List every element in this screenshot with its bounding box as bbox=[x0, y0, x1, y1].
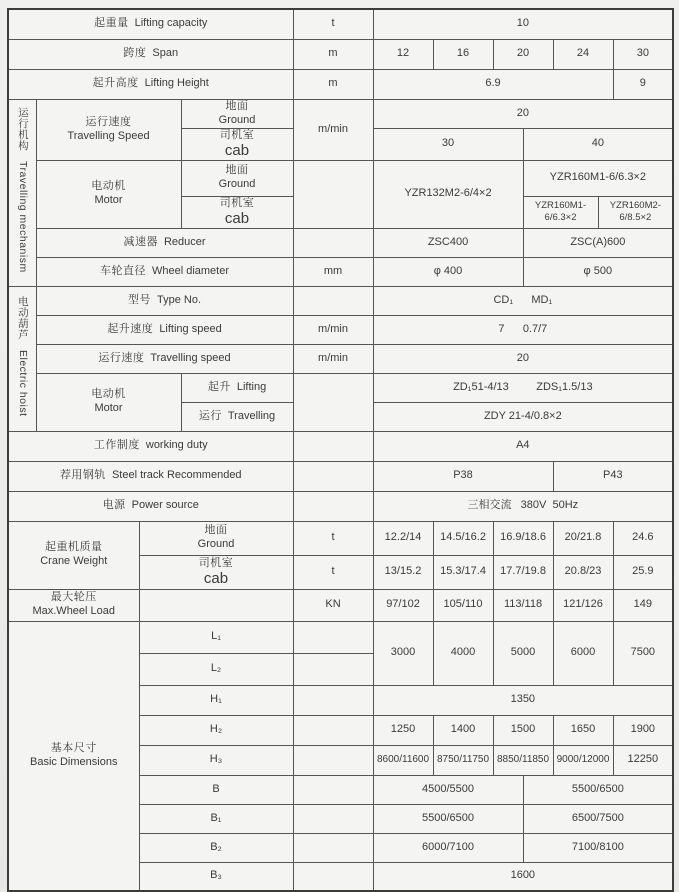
wheel-diameter-label: 车轮直径 Wheel diameter bbox=[36, 257, 293, 286]
crane-weight-unit: t bbox=[293, 555, 373, 589]
dim-sublabel-h3: H₃ bbox=[139, 745, 293, 775]
crane-weight-value: 14.5/16.2 bbox=[433, 521, 493, 555]
lifting-height-unit: m bbox=[293, 69, 373, 99]
dim-sublabel-h2: H₂ bbox=[139, 715, 293, 745]
label-en: Span bbox=[152, 47, 179, 60]
row-max-wheel-load bbox=[8, 589, 673, 621]
row-lifting-height bbox=[8, 69, 673, 99]
crane-weight-value: 13/15.2 bbox=[373, 555, 433, 589]
label-zh: 起重量 bbox=[94, 17, 129, 30]
crane-weight-value: 15.3/17.4 bbox=[433, 555, 493, 589]
hoist-travelling-speed-unit: m/min bbox=[293, 344, 373, 373]
dim-h2-value: 1900 bbox=[613, 715, 673, 745]
dim-l-value: 5000 bbox=[493, 621, 553, 685]
dim-unit-empty bbox=[293, 715, 373, 745]
section-electric-hoist bbox=[8, 286, 36, 431]
hoist-motor-label: 电动机 Motor bbox=[36, 373, 181, 431]
hoist-motor-lifting-sublabel: 起升 Lifting bbox=[181, 373, 293, 402]
dim-unit-empty bbox=[293, 775, 373, 804]
dim-unit-empty bbox=[293, 685, 373, 715]
row-power-source bbox=[8, 491, 673, 521]
dim-unit-empty bbox=[293, 833, 373, 862]
dim-sublabel-h1: H₁ bbox=[139, 685, 293, 715]
motor-value-right-bottom-left: YZR160M1-6/6.3×2 bbox=[523, 196, 598, 228]
span-value: 16 bbox=[433, 39, 493, 69]
label-en: Lifting capacity bbox=[134, 17, 208, 30]
lifting-height-value-main: 6.9 bbox=[373, 69, 613, 99]
crane-spec-table bbox=[7, 8, 674, 892]
dim-b2-right: 7100/8100 bbox=[523, 833, 673, 862]
reducer-label: 减速器 Reducer bbox=[36, 228, 293, 257]
power-source-unit-empty bbox=[293, 491, 373, 521]
motor-value-right-top: YZR160M1-6/6.3×2 bbox=[523, 160, 673, 196]
dim-h1-value: 1350 bbox=[373, 685, 673, 715]
crane-weight-value: 17.7/19.8 bbox=[493, 555, 553, 589]
cab-sublabel: 司机室 cab bbox=[181, 196, 293, 228]
ground-sublabel: 地面 Ground bbox=[139, 521, 293, 555]
power-source-label: 电源 Power source bbox=[8, 491, 293, 521]
lifting-capacity-label bbox=[8, 9, 293, 39]
motor-value-left: YZR132M2-6/4×2 bbox=[373, 160, 523, 228]
label-zh: 跨度 bbox=[123, 47, 147, 60]
hoist-travelling-speed-label: 运行速度 Travelling speed bbox=[36, 344, 293, 373]
row-crane-weight-ground bbox=[8, 521, 673, 555]
dim-h2-value: 1650 bbox=[553, 715, 613, 745]
power-source-value: 三相交流 380V 50Hz bbox=[373, 491, 673, 521]
wheel-diameter-unit: mm bbox=[293, 257, 373, 286]
wheel-diameter-right: φ 500 bbox=[523, 257, 673, 286]
hoist-motor-travelling-value: ZDY 21-4/0.8×2 bbox=[373, 402, 673, 431]
span-unit: m bbox=[293, 39, 373, 69]
dim-b1-right: 6500/7500 bbox=[523, 804, 673, 833]
dim-unit-empty bbox=[293, 745, 373, 775]
motor-unit-empty bbox=[293, 160, 373, 228]
ground-sublabel: 地面 Ground bbox=[181, 160, 293, 196]
max-wheel-load-label: 最大轮压 Max.Wheel Load bbox=[8, 589, 139, 621]
working-duty-unit-empty bbox=[293, 431, 373, 461]
hoist-travelling-speed-value: 20 bbox=[373, 344, 673, 373]
dim-l-value: 7500 bbox=[613, 621, 673, 685]
dim-h2-value: 1250 bbox=[373, 715, 433, 745]
dim-l-value: 3000 bbox=[373, 621, 433, 685]
dim-l-value: 4000 bbox=[433, 621, 493, 685]
span-value: 30 bbox=[613, 39, 673, 69]
crane-weight-unit: t bbox=[293, 521, 373, 555]
motor-value-right-bottom-right: YZR160M2-6/8.5×2 bbox=[598, 196, 673, 228]
dim-sublabel-b: B bbox=[139, 775, 293, 804]
dim-sublabel-b1: B₁ bbox=[139, 804, 293, 833]
dim-h3-value: 8850/11850 bbox=[493, 745, 553, 775]
crane-weight-value: 24.6 bbox=[613, 521, 673, 555]
type-no-value: CD₁ MD₁ bbox=[373, 286, 673, 315]
section-travelling-mechanism bbox=[8, 99, 36, 286]
travelling-speed-label: 运行速度 Travelling Speed bbox=[36, 99, 181, 160]
crane-weight-value: 12.2/14 bbox=[373, 521, 433, 555]
max-wheel-load-value: 105/110 bbox=[433, 589, 493, 621]
travelling-speed-ground-value: 20 bbox=[373, 99, 673, 128]
row-reducer bbox=[8, 228, 673, 257]
dim-b-left: 4500/5500 bbox=[373, 775, 523, 804]
crane-weight-label: 起重机质量 Crane Weight bbox=[8, 521, 139, 589]
row-hoist-motor-lifting bbox=[8, 373, 673, 402]
dim-unit-empty bbox=[293, 804, 373, 833]
lifting-height-label bbox=[8, 69, 293, 99]
hoist-motor-unit-empty bbox=[293, 373, 373, 431]
motor-label: 电动机 Motor bbox=[36, 160, 181, 228]
max-wheel-load-value: 97/102 bbox=[373, 589, 433, 621]
dim-b3-value: 1600 bbox=[373, 862, 673, 891]
lifting-capacity-unit: t bbox=[293, 9, 373, 39]
travelling-speed-unit: m/min bbox=[293, 99, 373, 160]
crane-weight-value: 20/21.8 bbox=[553, 521, 613, 555]
lifting-capacity-value: 10 bbox=[373, 9, 673, 39]
lifting-speed-value: 7 0.7/7 bbox=[373, 315, 673, 344]
crane-weight-value: 16.9/18.6 bbox=[493, 521, 553, 555]
dim-sublabel-b3: B₃ bbox=[139, 862, 293, 891]
lifting-speed-unit: m/min bbox=[293, 315, 373, 344]
dim-h2-value: 1400 bbox=[433, 715, 493, 745]
dim-sublabel-b2: B₂ bbox=[139, 833, 293, 862]
lifting-height-value-last: 9 bbox=[613, 69, 673, 99]
steel-track-label: 荐用钢轨 Steel track Recommended bbox=[8, 461, 293, 491]
row-motor-ground bbox=[8, 160, 673, 196]
ground-sublabel: 地面 Ground bbox=[181, 99, 293, 128]
span-value: 20 bbox=[493, 39, 553, 69]
span-label bbox=[8, 39, 293, 69]
steel-track-left: P38 bbox=[373, 461, 553, 491]
dim-h3-value: 9000/12000 bbox=[553, 745, 613, 775]
label-en: Lifting Height bbox=[144, 77, 209, 90]
working-duty-value: A4 bbox=[373, 431, 673, 461]
max-wheel-load-value: 113/118 bbox=[493, 589, 553, 621]
row-dim-l1 bbox=[8, 621, 673, 653]
cab-sublabel: 司机室 cab bbox=[181, 128, 293, 160]
section-vertical-label: 运行机构Travelling mechanism bbox=[16, 107, 29, 273]
row-lifting-capacity bbox=[8, 9, 673, 39]
max-wheel-load-unit: KN bbox=[293, 589, 373, 621]
row-travelling-speed-ground bbox=[8, 99, 673, 128]
reducer-unit-empty bbox=[293, 228, 373, 257]
hoist-motor-lifting-value: ZD₁51-4/13 ZDS₁1.5/13 bbox=[373, 373, 673, 402]
dim-h3-value: 12250 bbox=[613, 745, 673, 775]
basic-dimensions-label: 基本尺寸 Basic Dimensions bbox=[8, 621, 139, 891]
dim-b-right: 5500/6500 bbox=[523, 775, 673, 804]
span-value: 24 bbox=[553, 39, 613, 69]
row-wheel-diameter bbox=[8, 257, 673, 286]
travelling-speed-cab-left: 30 bbox=[373, 128, 523, 160]
dim-unit-empty bbox=[293, 653, 373, 685]
dim-h3-value: 8600/11600 bbox=[373, 745, 433, 775]
dim-sublabel-l2: L₂ bbox=[139, 653, 293, 685]
lifting-speed-label: 起升速度 Lifting speed bbox=[36, 315, 293, 344]
row-span bbox=[8, 39, 673, 69]
dim-unit-empty bbox=[293, 621, 373, 653]
reducer-value-right: ZSC(A)600 bbox=[523, 228, 673, 257]
steel-track-right: P43 bbox=[553, 461, 673, 491]
row-hoist-travelling-speed bbox=[8, 344, 673, 373]
section-vertical-label: 电动葫芦Electric hoist bbox=[16, 295, 29, 417]
dim-sublabel-l1: L₁ bbox=[139, 621, 293, 653]
type-no-unit-empty bbox=[293, 286, 373, 315]
row-working-duty bbox=[8, 431, 673, 461]
type-no-label: 型号 Type No. bbox=[36, 286, 293, 315]
hoist-motor-travelling-sublabel: 运行 Travelling bbox=[181, 402, 293, 431]
row-lifting-speed bbox=[8, 315, 673, 344]
dim-h3-value: 8750/11750 bbox=[433, 745, 493, 775]
dim-b2-left: 6000/7100 bbox=[373, 833, 523, 862]
steel-track-unit-empty bbox=[293, 461, 373, 491]
crane-weight-value: 25.9 bbox=[613, 555, 673, 589]
dim-h2-value: 1500 bbox=[493, 715, 553, 745]
max-wheel-load-value: 149 bbox=[613, 589, 673, 621]
span-value: 12 bbox=[373, 39, 433, 69]
travelling-speed-cab-right: 40 bbox=[523, 128, 673, 160]
reducer-value-left: ZSC400 bbox=[373, 228, 523, 257]
crane-weight-value: 20.8/23 bbox=[553, 555, 613, 589]
max-wheel-load-sublabel-empty bbox=[139, 589, 293, 621]
dim-b1-left: 5500/6500 bbox=[373, 804, 523, 833]
dim-l-value: 6000 bbox=[553, 621, 613, 685]
cab-sublabel: 司机室 cab bbox=[139, 555, 293, 589]
row-type-no bbox=[8, 286, 673, 315]
wheel-diameter-left: φ 400 bbox=[373, 257, 523, 286]
row-steel-track bbox=[8, 461, 673, 491]
max-wheel-load-value: 121/126 bbox=[553, 589, 613, 621]
working-duty-label: 工作制度 working duty bbox=[8, 431, 293, 461]
label-zh: 起升高度 bbox=[92, 77, 139, 90]
